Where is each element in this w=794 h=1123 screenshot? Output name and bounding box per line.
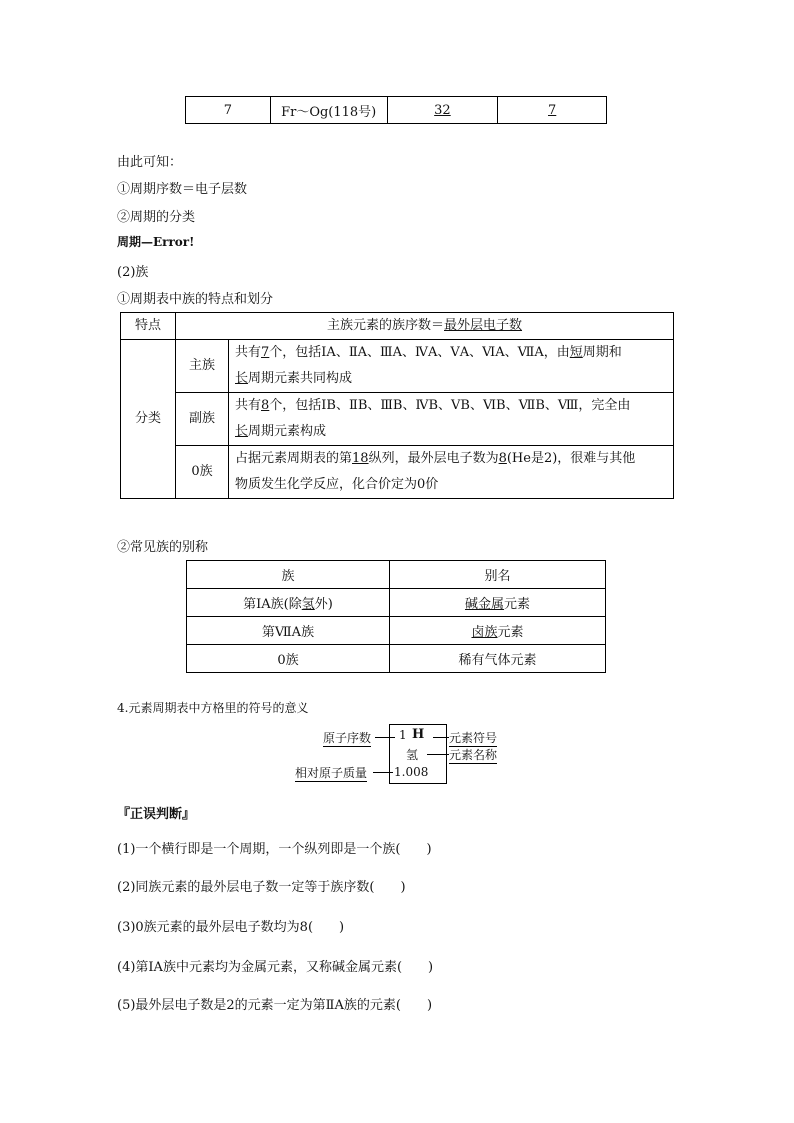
text: 物质发生化学反应，化合价定为0价 bbox=[235, 477, 439, 492]
group-cell: 第ⅦA族 bbox=[187, 617, 390, 645]
symbol-label: 元素符号 bbox=[449, 731, 498, 745]
group-feature-table bbox=[120, 312, 674, 499]
element-count-value: 32 bbox=[434, 102, 451, 118]
atomic-number-label: 原子序数 bbox=[323, 731, 372, 745]
text: 周期元素构成 bbox=[248, 424, 327, 439]
zero-group-text bbox=[229, 446, 674, 499]
element-mass: 1.008 bbox=[394, 765, 429, 779]
text: 第ⅠA族(除 bbox=[243, 597, 302, 612]
text: 外) bbox=[314, 597, 333, 612]
text: 卤族 bbox=[471, 625, 498, 640]
text: 纵列，最外层电子数为 bbox=[368, 451, 499, 466]
table-row bbox=[187, 561, 606, 589]
main-long: 长 bbox=[235, 371, 249, 386]
table-row bbox=[187, 645, 606, 673]
zero-group-label: 0族 bbox=[176, 446, 229, 499]
table-row bbox=[187, 589, 606, 617]
text: 碱金属 bbox=[464, 597, 504, 612]
question-3: (3)0族元素的最外层电子数均为8( ) bbox=[117, 920, 345, 935]
period-7-table bbox=[185, 96, 607, 124]
zero-col: 18 bbox=[352, 451, 369, 466]
feature-underlined: 最外层电子数 bbox=[444, 318, 523, 333]
table-row bbox=[121, 313, 674, 340]
question-2: (2)同族元素的最外层电子数一定等于族序数( ) bbox=[117, 880, 406, 895]
alias-cell bbox=[390, 617, 606, 645]
connector-line bbox=[427, 754, 449, 755]
sub-group-label: 副族 bbox=[176, 393, 229, 446]
meaning-heading: 4.元素周期表中方格里的符号的意义 bbox=[117, 701, 309, 715]
sub-count: 8 bbox=[261, 398, 270, 413]
main-count: 7 bbox=[261, 345, 270, 360]
main-group-label: 主族 bbox=[176, 340, 229, 393]
feature-text-a: 主族元素的族序数＝ bbox=[326, 318, 444, 333]
atomic-mass-label: 相对原子质量 bbox=[295, 766, 368, 780]
question-4: (4)第ⅠA族中元素均为金属元素，又称碱金属元素( ) bbox=[117, 960, 434, 975]
text: 共有 bbox=[235, 398, 262, 413]
element-name: 氢 bbox=[406, 748, 419, 762]
derive-line: 由此可知： bbox=[117, 155, 183, 170]
question-1: (1)一个横行即是一个周期，一个纵列即是一个族( ) bbox=[117, 842, 432, 857]
group-cell: 0族 bbox=[187, 645, 390, 673]
main-group-text bbox=[229, 340, 674, 393]
period-number: 7 bbox=[186, 97, 271, 124]
sub-long: 长 bbox=[235, 424, 249, 439]
table-row bbox=[121, 393, 674, 446]
element-symbol: H bbox=[412, 727, 425, 742]
table-row bbox=[121, 446, 674, 499]
text: 个，包括ⅠA、ⅡA、ⅢA、ⅣA、ⅤA、ⅥA、ⅦA，由 bbox=[269, 345, 570, 360]
table-row bbox=[186, 97, 607, 124]
element-range: Fr～Og(118号) bbox=[270, 97, 387, 124]
text: 共有 bbox=[235, 345, 262, 360]
alias-cell bbox=[390, 589, 606, 617]
layer-count-value: 7 bbox=[548, 102, 557, 118]
connector-line bbox=[433, 737, 449, 738]
zero-e: 8 bbox=[498, 451, 507, 466]
text: 氢 bbox=[301, 597, 315, 612]
group-subheading: ①周期表中族的特点和划分 bbox=[117, 292, 274, 307]
table-row bbox=[121, 340, 674, 393]
name-label: 元素名称 bbox=[449, 748, 498, 762]
period-error: 周期—Error! bbox=[117, 235, 195, 249]
text: 元素 bbox=[497, 625, 524, 640]
rule-period-class: ②周期的分类 bbox=[117, 210, 196, 225]
text: 元素 bbox=[504, 597, 531, 612]
alias-heading: ②常见族的别称 bbox=[117, 540, 209, 555]
text: (He是2)，很难与其他 bbox=[506, 451, 636, 466]
table-row bbox=[187, 617, 606, 645]
text: 周期元素共同构成 bbox=[248, 371, 353, 386]
rule-period-layer: ①周期序数＝电子层数 bbox=[117, 182, 248, 197]
text: 周期和 bbox=[582, 345, 622, 360]
header-alias: 别名 bbox=[390, 561, 606, 589]
text: 个，包括ⅠB、ⅡB、ⅢB、ⅣB、ⅤB、ⅥB、ⅦB、Ⅷ，完全由 bbox=[269, 398, 631, 413]
group-cell bbox=[187, 589, 390, 617]
main-short: 短 bbox=[569, 345, 583, 360]
text: 占据元素周期表的第 bbox=[235, 451, 353, 466]
header-group: 族 bbox=[187, 561, 390, 589]
judge-heading: 『正误判断』 bbox=[117, 807, 196, 822]
group-alias-table bbox=[186, 560, 606, 673]
question-5: (5)最外层电子数是2的元素一定为第ⅡA族的元素( ) bbox=[117, 998, 433, 1013]
feature-text bbox=[176, 313, 674, 340]
class-label: 分类 bbox=[121, 340, 176, 499]
layer-count bbox=[498, 97, 607, 124]
element-count bbox=[387, 97, 498, 124]
sub-group-text bbox=[229, 393, 674, 446]
alias-cell: 稀有气体元素 bbox=[390, 645, 606, 673]
feature-label: 特点 bbox=[121, 313, 176, 340]
group-heading: (2)族 bbox=[117, 265, 149, 280]
element-number: 1 bbox=[399, 728, 407, 742]
